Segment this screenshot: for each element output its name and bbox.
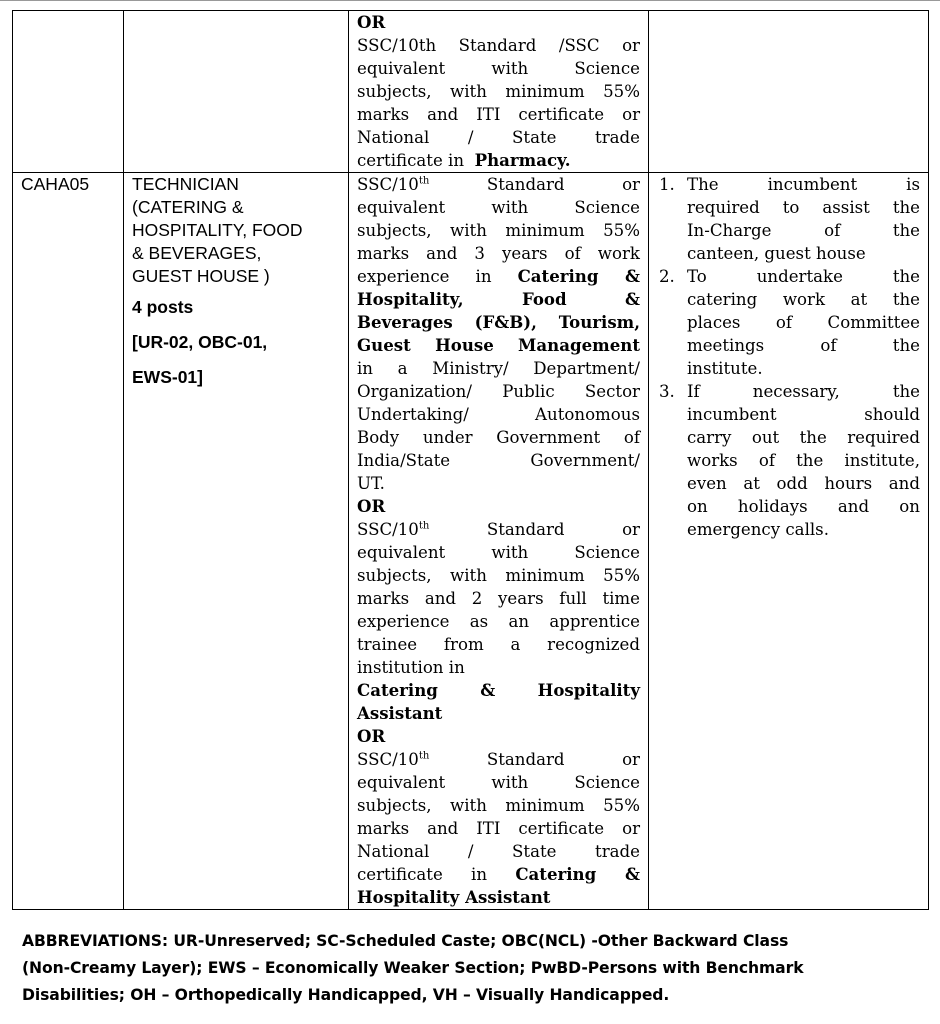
- or-separator: OR: [357, 726, 386, 746]
- post-code-cell: [13, 173, 124, 910]
- duties-cell-empty: [649, 11, 929, 173]
- post-code: CAHA05: [21, 174, 90, 194]
- table-row-previous: [13, 11, 929, 173]
- text-line: institution in: [357, 658, 465, 677]
- text-line: equivalent with Science: [357, 59, 640, 78]
- text-line: equivalent with Science: [357, 543, 640, 562]
- table-row-caha05: [13, 173, 929, 910]
- or-separator: OR: [357, 496, 386, 516]
- text-line: marks and 2 years full time: [357, 589, 640, 608]
- qualification-cell: [349, 173, 649, 910]
- duty-item: 2. To undertake the catering work at the places of Committee meetings of the institute.: [659, 267, 920, 378]
- text-line: SSC/10th Standard /SSC or: [357, 36, 640, 55]
- abbreviations-note: [22, 928, 938, 1009]
- text-line: certificate in Catering &: [357, 864, 640, 884]
- text-line: National / State trade: [357, 842, 640, 861]
- text-line: certificate in Pharmacy.: [357, 150, 571, 170]
- text-line: marks and ITI certificate or: [357, 819, 640, 838]
- duty-item: 1. The incumbent is required to assist the In-Charge of the canteen, guest house: [659, 175, 920, 263]
- reservation-line: [UR-02, OBC-01,: [132, 332, 268, 352]
- post-name-line: & BEVERAGES,: [132, 243, 262, 263]
- abbreviations-line: (Non-Creamy Layer); EWS – Economically Weaker Section; PwBD-Persons with Benchmark: [22, 959, 804, 977]
- text-line: experience in Catering &: [357, 266, 641, 286]
- duties-list: [657, 173, 920, 541]
- text-line: Beverages (F&B), Tourism,: [357, 312, 640, 332]
- qualification-cell-previous: [349, 11, 649, 173]
- post-name-cell: [124, 173, 349, 910]
- text-line: Assistant: [357, 703, 443, 723]
- text-line: UT.: [357, 474, 385, 493]
- duties-cell: [649, 173, 929, 910]
- trade-name: Pharmacy.: [474, 150, 571, 170]
- text-line: Guest House Management: [357, 335, 640, 355]
- text-line: Organization/ Public Sector: [357, 382, 640, 401]
- duty-item: 3. If necessary, the incumbent should carry out the required works of the institute, even at odd hours and on holidays and on emergency calls.: [659, 382, 920, 539]
- text-line: SSC/10th Standard or: [357, 750, 640, 769]
- text-line: trainee from a recognized: [357, 635, 640, 654]
- text-line: subjects, with minimum 55%: [357, 221, 640, 240]
- code-cell-empty: [13, 11, 124, 173]
- text-line: equivalent with Science: [357, 773, 640, 792]
- text-line: subjects, with minimum 55%: [357, 796, 640, 815]
- text-line: SSC/10th Standard or: [357, 520, 640, 539]
- text-line: Catering & Hospitality: [357, 680, 640, 700]
- text-line: National / State trade: [357, 128, 640, 147]
- posts-count: 4 posts: [132, 297, 194, 317]
- text-line: subjects, with minimum 55%: [357, 566, 640, 585]
- or-separator: OR: [357, 12, 386, 32]
- abbreviations-line: ABBREVIATIONS: UR-Unreserved; SC-Scheduled Caste; OBC(NCL) -Other Backward Class: [22, 932, 789, 950]
- top-rule: [0, 0, 940, 1]
- text-line: Body under Government of: [357, 428, 640, 447]
- text-line: subjects, with minimum 55%: [357, 82, 640, 101]
- post-name-line: GUEST HOUSE ): [132, 266, 270, 286]
- recruitment-table: [12, 10, 929, 910]
- post-name-line: (CATERING &: [132, 197, 244, 217]
- post-cell-empty: [124, 11, 349, 173]
- text-line: experience as an apprentice: [357, 612, 640, 631]
- post-name-line: HOSPITALITY, FOOD: [132, 220, 303, 240]
- text-line: SSC/10th Standard or: [357, 175, 640, 194]
- text-line: Hospitality, Food &: [357, 289, 640, 309]
- text-line: India/State Government/: [357, 451, 640, 470]
- abbreviations-line: Disabilities; OH – Orthopedically Handicapped, VH – Visually Handicapped.: [22, 986, 670, 1004]
- text-line: marks and 3 years of work: [357, 244, 640, 263]
- text-line: Undertaking/ Autonomous: [357, 405, 640, 424]
- reservation-line: EWS-01]: [132, 367, 203, 387]
- text-line: marks and ITI certificate or: [357, 105, 640, 124]
- text-line: Hospitality Assistant: [357, 887, 551, 907]
- text-line: in a Ministry/ Department/: [357, 359, 640, 378]
- text-line: equivalent with Science: [357, 198, 640, 217]
- post-name-line: TECHNICIAN: [132, 174, 239, 194]
